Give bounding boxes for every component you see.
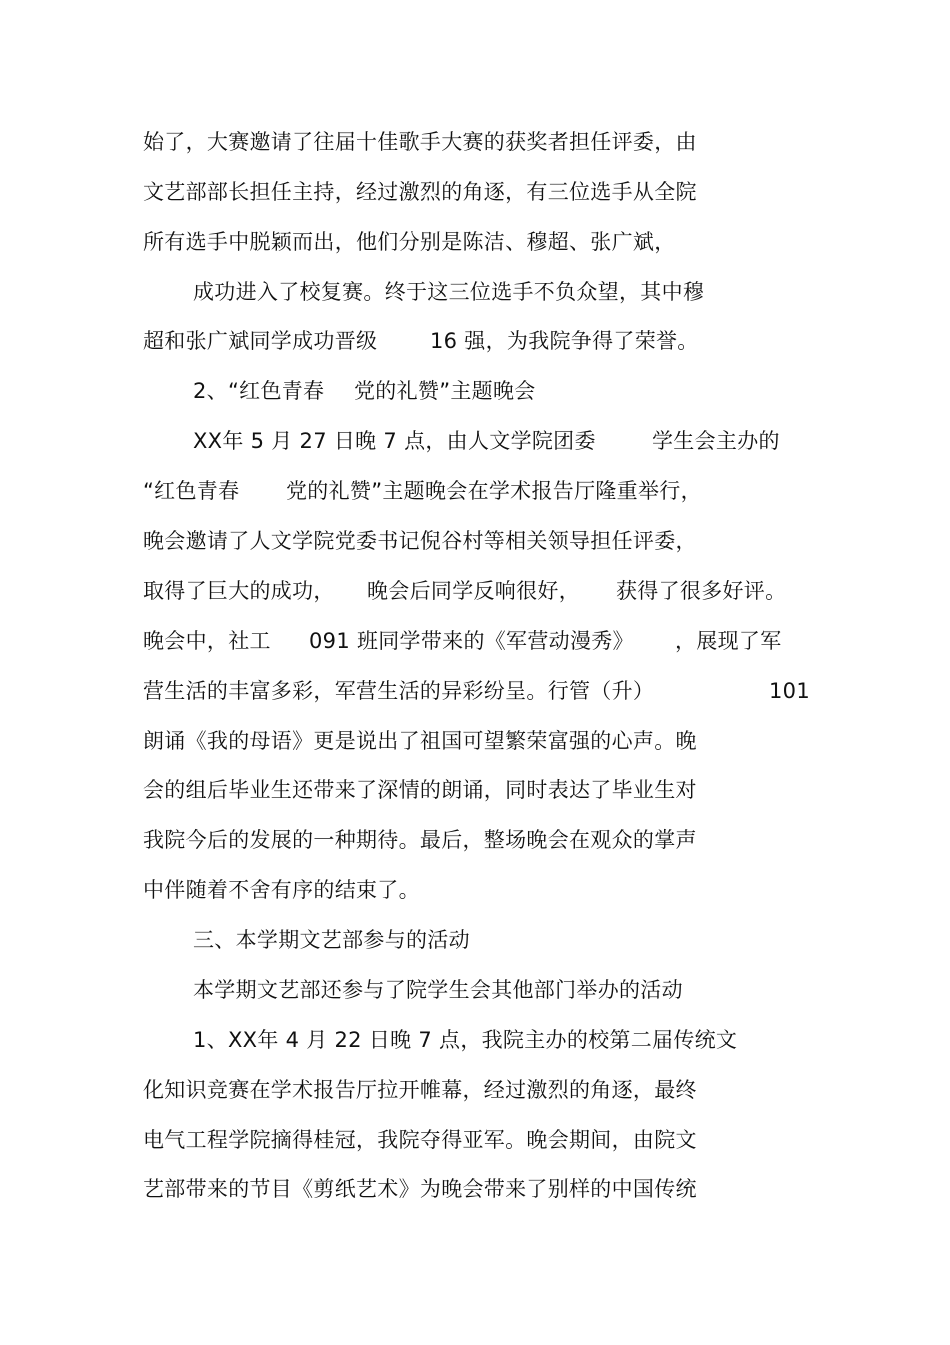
text-segment: 晚会后同学反响很好，	[367, 579, 580, 603]
text-segment: 学生会主办的	[652, 429, 780, 453]
text-segment: 本学期文艺部还参与了院学生会其他部门举办的活动	[193, 978, 683, 1002]
text-segment: 晚会中，社工	[143, 629, 271, 653]
text-segment: 会的组后毕业生还带来了深情的朗诵，同时表达了毕业生对	[143, 778, 697, 802]
text-segment: 电气工程学院摘得桂冠，我院夺得亚军。晚会期间，由院文	[143, 1128, 697, 1152]
text-segment: 1、XX年 4 月 22 日晚 7 点，我院主办的校第二届传统文	[193, 1028, 738, 1052]
text-segment: 091 班同学带来的《军营动漫秀》	[309, 629, 634, 653]
text-segment: 所有选手中脱颖而出，他们分别是陈洁、穆超、张广斌，	[143, 230, 676, 254]
text-segment: 党的礼赞”主题晚会	[354, 379, 536, 403]
text-segment: 获得了很多好评。	[616, 579, 787, 603]
text-segment: 晚会邀请了人文学院党委书记倪谷村等相关领导担任评委，	[143, 529, 697, 553]
text-segment: XX年 5 月 27 日晚 7 点，由人文学院团委	[193, 429, 596, 453]
text-segment: 2、“红色青春	[193, 379, 325, 403]
text-segment: 朗诵《我的母语》更是说出了祖国可望繁荣富强的心声。晚	[143, 729, 697, 753]
text-segment: 文艺部部长担任主持，经过激烈的角逐，有三位选手从全院	[143, 180, 697, 204]
text-segment: ，展现了军	[675, 629, 782, 653]
text-segment: 16 强，为我院争得了荣誉。	[430, 329, 699, 353]
text-segment: 党的礼赞”主题晚会在学术报告厅隆重举行，	[286, 479, 702, 503]
text-segment: 始了，大赛邀请了往届十佳歌手大赛的获奖者担任评委，由	[143, 130, 697, 154]
text-segment: 101	[769, 679, 810, 703]
text-segment: 三、本学期文艺部参与的活动	[193, 928, 470, 952]
text-segment: 艺部带来的节目《剪纸艺术》为晚会带来了别样的中国传统	[143, 1177, 697, 1201]
text-segment: 中伴随着不舍有序的结束了。	[143, 878, 420, 902]
text-segment: 营生活的丰富多彩，军营生活的异彩纷呈。行管（升）	[143, 679, 655, 703]
text-segment: 我院今后的发展的一种期待。最后，整场晚会在观众的掌声	[143, 828, 697, 852]
text-segment: 超和张广斌同学成功晋级	[143, 329, 378, 353]
text-segment: 化知识竞赛在学术报告厅拉开帷幕，经过激烈的角逐，最终	[143, 1078, 697, 1102]
text-segment: 取得了巨大的成功，	[143, 579, 335, 603]
text-segment: “红色青春	[143, 479, 240, 503]
text-segment: 成功进入了校复赛。终于这三位选手不负众望，其中穆	[193, 280, 705, 304]
